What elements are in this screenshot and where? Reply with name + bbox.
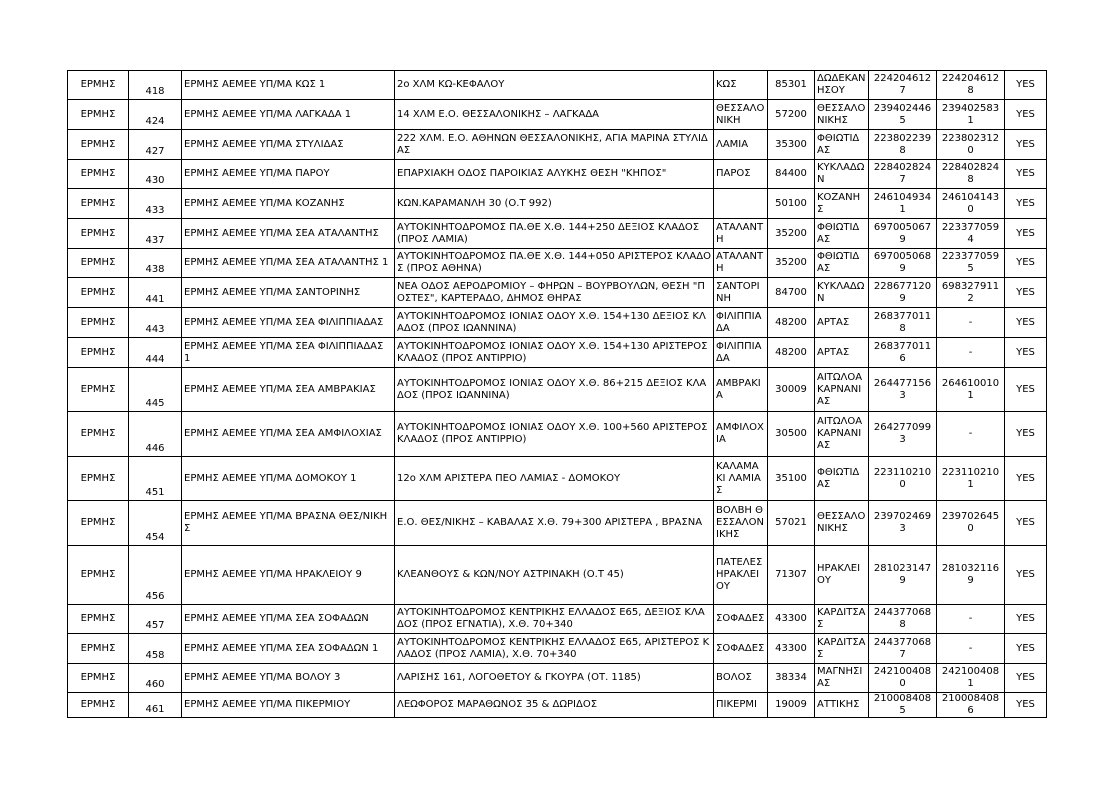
station-name-cell: ΕΡΜΗΣ ΑΕΜΕΕ ΥΠ/ΜΑ ΣΕΑ ΣΟΦΑΔΩΝ <box>182 605 395 634</box>
table-row <box>68 100 1047 130</box>
brand-cell: ΕΡΜΗΣ <box>68 605 129 634</box>
address-cell: 222 ΧΛΜ. Ε.Ο. ΑΘΗΝΩΝ ΘΕΣΣΑΛΟΝΙΚΗΣ, ΑΓΙΑ ΜΑΡΙΝΑ ΣΤΥΛΙΔΑΣ <box>395 130 714 160</box>
status-cell: YES <box>1005 278 1047 308</box>
fax-cell: 2394025831 <box>937 100 1005 130</box>
region-cell: ΔΩΔΕΚΑΝΗΣΟΥ <box>815 71 869 100</box>
region-cell: ΦΘΙΩΤΙΔΑΣ <box>815 249 869 278</box>
fax-cell: - <box>937 338 1005 368</box>
station-name-cell: ΕΡΜΗΣ ΑΕΜΕΕ ΥΠ/ΜΑ ΣΕΑ ΑΤΑΛΑΝΤΗΣ 1 <box>182 249 395 278</box>
region-cell: ΘΕΣΣΑΛΟΝΙΚΗΣ <box>815 501 869 546</box>
phone-cell: 2683770116 <box>869 338 937 368</box>
region-cell: ΚΑΡΔΙΤΣΑΣ <box>815 634 869 664</box>
table-row <box>68 338 1047 368</box>
zip-cell: 30009 <box>768 368 815 412</box>
table-row <box>68 664 1047 693</box>
brand-cell: ΕΡΜΗΣ <box>68 457 129 501</box>
address-cell: ΑΥΤΟΚΙΝΗΤΟΔΡΟΜΟΣ ΠΑ.ΘΕ Χ.Θ. 144+250 ΔΕΞΙΟΣ ΚΛΑΔΟΣ (ΠΡΟΣ ΛΑΜΙΑ) <box>395 219 714 249</box>
station-code-cell: 445 <box>129 368 182 412</box>
status-cell: YES <box>1005 546 1047 605</box>
address-cell: ΑΥΤΟΚΙΝΗΤΟΔΡΟΜΟΣ ΙΟΝΙΑΣ ΟΔΟΥ Χ.Θ. 86+215 ΔΕΞΙΟΣ ΚΛΑΔΟΣ (ΠΡΟΣ ΙΩΑΝΝΙΝΑ) <box>395 368 714 412</box>
fax-cell: 2810321169 <box>937 546 1005 605</box>
city-cell: ΚΑΛΑΜΑΚΙ ΛΑΜΙΑΣ <box>714 457 768 501</box>
fax-cell: - <box>937 605 1005 634</box>
address-cell: 12ο ΧΛΜ ΑΡΙΣΤΕΡΑ ΠΕΟ ΛΑΜΙΑΣ - ΔΟΜΟΚΟΥ <box>395 457 714 501</box>
brand-cell: ΕΡΜΗΣ <box>68 189 129 219</box>
region-cell: ΚΑΡΔΙΤΣΑΣ <box>815 605 869 634</box>
city-cell: ΛΑΜΙΑ <box>714 130 768 160</box>
phone-cell: 2443770688 <box>869 605 937 634</box>
station-code-cell: 458 <box>129 634 182 664</box>
station-code-cell: 443 <box>129 308 182 338</box>
city-cell: ΘΕΣΣΑΛΟΝΙΚΗ <box>714 100 768 130</box>
table-row <box>68 546 1047 605</box>
station-code-cell: 418 <box>129 71 182 100</box>
zip-cell: 38334 <box>768 664 815 693</box>
fax-cell: 2233770595 <box>937 249 1005 278</box>
brand-cell: ΕΡΜΗΣ <box>68 100 129 130</box>
status-cell: YES <box>1005 412 1047 457</box>
fax-cell: 2461041430 <box>937 189 1005 219</box>
phone-cell: 2231102100 <box>869 457 937 501</box>
city-cell: ΣΑΝΤΟΡΙΝΗ <box>714 278 768 308</box>
phone-cell: 2100084085 <box>869 693 937 718</box>
address-cell: ΑΥΤΟΚΙΝΗΤΟΔΡΟΜΟΣ ΚΕΝΤΡΙΚΗΣ ΕΛΛΑΔΟΣ Ε65, ΑΡΙΣΤΕΡΟΣ ΚΛΑΔΟΣ (ΠΡΟΣ ΛΑΜΙΑ), Χ.Θ. 70+340 <box>395 634 714 664</box>
table-row <box>68 693 1047 718</box>
fax-cell: 2233770594 <box>937 219 1005 249</box>
station-name-cell: ΕΡΜΗΣ ΑΕΜΕΕ ΥΠ/ΜΑ ΠΙΚΕΡΜΙΟΥ <box>182 693 395 718</box>
station-code-cell: 433 <box>129 189 182 219</box>
table-row <box>68 71 1047 100</box>
brand-cell: ΕΡΜΗΣ <box>68 130 129 160</box>
table-row <box>68 501 1047 546</box>
station-code-cell: 461 <box>129 693 182 718</box>
station-name-cell: ΕΡΜΗΣ ΑΕΜΕΕ ΥΠ/ΜΑ ΣΕΑ ΣΟΦΑΔΩΝ 1 <box>182 634 395 664</box>
fax-cell: - <box>937 412 1005 457</box>
station-name-cell: ΕΡΜΗΣ ΑΕΜΕΕ ΥΠ/ΜΑ ΣΕΑ ΑΜΦΙΛΟΧΙΑΣ <box>182 412 395 457</box>
zip-cell: 35200 <box>768 219 815 249</box>
city-cell: ΠΑΤΕΛΕΣ ΗΡΑΚΛΕΙΟΥ <box>714 546 768 605</box>
status-cell: YES <box>1005 130 1047 160</box>
station-code-cell: 451 <box>129 457 182 501</box>
zip-cell: 43300 <box>768 605 815 634</box>
table-row <box>68 412 1047 457</box>
phone-cell: 6970050689 <box>869 249 937 278</box>
status-cell: YES <box>1005 189 1047 219</box>
phone-cell: 2810231479 <box>869 546 937 605</box>
city-cell: ΣΟΦΑΔΕΣ <box>714 634 768 664</box>
region-cell: ΑΤΤΙΚΗΣ <box>815 693 869 718</box>
brand-cell: ΕΡΜΗΣ <box>68 634 129 664</box>
region-cell: ΗΡΑΚΛΕΙΟΥ <box>815 546 869 605</box>
station-name-cell: ΕΡΜΗΣ ΑΕΜΕΕ ΥΠ/ΜΑ ΔΟΜΟΚΟΥ 1 <box>182 457 395 501</box>
station-code-cell: 444 <box>129 338 182 368</box>
city-cell: ΑΜΦΙΛΟΧΙΑ <box>714 412 768 457</box>
city-cell: ΑΜΒΡΑΚΙΑ <box>714 368 768 412</box>
city-cell: ΣΟΦΑΔΕΣ <box>714 605 768 634</box>
status-cell: YES <box>1005 457 1047 501</box>
fax-cell: 2421004081 <box>937 664 1005 693</box>
zip-cell: 48200 <box>768 338 815 368</box>
region-cell: ΜΑΓΝΗΣΙΑΣ <box>815 664 869 693</box>
brand-cell: ΕΡΜΗΣ <box>68 160 129 189</box>
status-cell: YES <box>1005 71 1047 100</box>
zip-cell: 57021 <box>768 501 815 546</box>
fax-cell: 2231102101 <box>937 457 1005 501</box>
address-cell: ΛΑΡΙΣΗΣ 161, ΛΟΓΟΘΕΤΟΥ & ΓΚΟΥΡΑ (ΟΤ. 1185) <box>395 664 714 693</box>
brand-cell: ΕΡΜΗΣ <box>68 71 129 100</box>
status-cell: YES <box>1005 249 1047 278</box>
address-cell: ΕΠΑΡΧΙΑΚΗ ΟΔΟΣ ΠΑΡΟΙΚΙΑΣ ΑΛΥΚΗΣ ΘΕΣΗ "ΚΗΠΟΣ" <box>395 160 714 189</box>
brand-cell: ΕΡΜΗΣ <box>68 412 129 457</box>
station-name-cell: ΕΡΜΗΣ ΑΕΜΕΕ ΥΠ/ΜΑ ΒΟΛΟΥ 3 <box>182 664 395 693</box>
zip-cell: 19009 <box>768 693 815 718</box>
status-cell: YES <box>1005 100 1047 130</box>
zip-cell: 84700 <box>768 278 815 308</box>
station-name-cell: ΕΡΜΗΣ ΑΕΜΕΕ ΥΠ/ΜΑ ΣΤΥΛΙΔΑΣ <box>182 130 395 160</box>
address-cell: ΝΕΑ ΟΔΟΣ ΑΕΡΟΔΡΟΜΙΟΥ – ΦΗΡΩΝ – ΒΟΥΡΒΟΥΛΩΝ, ΘΕΣΗ "ΠΟΣΤΕΣ", ΚΑΡΤΕΡΑΔΟ, ΔΗΜΟΣ ΘΗΡΑΣ <box>395 278 714 308</box>
zip-cell: 48200 <box>768 308 815 338</box>
phone-cell: 2443770687 <box>869 634 937 664</box>
status-cell: YES <box>1005 634 1047 664</box>
table-row <box>68 368 1047 412</box>
station-name-cell: ΕΡΜΗΣ ΑΕΜΕΕ ΥΠ/ΜΑ ΗΡΑΚΛΕΙΟΥ 9 <box>182 546 395 605</box>
station-name-cell: ΕΡΜΗΣ ΑΕΜΕΕ ΥΠ/ΜΑ ΒΡΑΣΝΑ ΘΕΣ/ΝΙΚΗΣ <box>182 501 395 546</box>
phone-cell: 2286771209 <box>869 278 937 308</box>
address-cell: Ε.Ο. ΘΕΣ/ΝΙΚΗΣ – ΚΑΒΑΛΑΣ Χ.Θ. 79+300 ΑΡΙΣΤΕΡΑ , ΒΡΑΣΝΑ <box>395 501 714 546</box>
status-cell: YES <box>1005 664 1047 693</box>
region-cell: ΑΙΤΩΛΟΑΚΑΡΝΑΝΙΑΣ <box>815 368 869 412</box>
station-code-cell: 454 <box>129 501 182 546</box>
status-cell: YES <box>1005 368 1047 412</box>
city-cell: ΑΤΑΛΑΝΤΗ <box>714 249 768 278</box>
table-row <box>68 160 1047 189</box>
table-row <box>68 278 1047 308</box>
region-cell: ΑΙΤΩΛΟΑΚΑΡΝΑΝΙΑΣ <box>815 412 869 457</box>
address-cell: ΛΕΩΦΟΡΟΣ ΜΑΡΑΘΩΝΟΣ 35 & ΔΩΡΙΔΟΣ <box>395 693 714 718</box>
table-row <box>68 219 1047 249</box>
region-cell: ΦΘΙΩΤΙΔΑΣ <box>815 457 869 501</box>
phone-cell: 6970050679 <box>869 219 937 249</box>
table-row <box>68 308 1047 338</box>
fax-cell: - <box>937 308 1005 338</box>
station-code-cell: 427 <box>129 130 182 160</box>
phone-cell: 2644771563 <box>869 368 937 412</box>
station-code-cell: 424 <box>129 100 182 130</box>
region-cell: ΚΥΚΛΑΔΩΝ <box>815 160 869 189</box>
status-cell: YES <box>1005 160 1047 189</box>
city-cell: ΠΙΚΕΡΜΙ <box>714 693 768 718</box>
address-cell: ΑΥΤΟΚΙΝΗΤΟΔΡΟΜΟΣ ΚΕΝΤΡΙΚΗΣ ΕΛΛΑΔΟΣ Ε65, ΔΕΞΙΟΣ ΚΛΑΔΟΣ (ΠΡΟΣ ΕΓΝΑΤΙΑ), Χ.Θ. 70+340 <box>395 605 714 634</box>
status-cell: YES <box>1005 605 1047 634</box>
phone-cell: 2421004080 <box>869 664 937 693</box>
fax-cell: 6983279112 <box>937 278 1005 308</box>
address-cell: ΑΥΤΟΚΙΝΗΤΟΔΡΟΜΟΣ ΙΟΝΙΑΣ ΟΔΟΥ Χ.Θ. 100+560 ΑΡΙΣΤΕΡΟΣ ΚΛΑΔΟΣ (ΠΡΟΣ ΑΝΤΙΡΡΙΟ) <box>395 412 714 457</box>
station-name-cell: ΕΡΜΗΣ ΑΕΜΕΕ ΥΠ/ΜΑ ΣΕΑ ΦΙΛΙΠΠΙΑΔΑΣ 1 <box>182 338 395 368</box>
station-code-cell: 456 <box>129 546 182 605</box>
region-cell: ΑΡΤΑΣ <box>815 338 869 368</box>
stations-table <box>67 70 1047 718</box>
zip-cell: 57200 <box>768 100 815 130</box>
station-name-cell: ΕΡΜΗΣ ΑΕΜΕΕ ΥΠ/ΜΑ ΛΑΓΚΑΔΑ 1 <box>182 100 395 130</box>
zip-cell: 85301 <box>768 71 815 100</box>
station-code-cell: 457 <box>129 605 182 634</box>
city-cell <box>714 189 768 219</box>
phone-cell: 2242046127 <box>869 71 937 100</box>
station-code-cell: 441 <box>129 278 182 308</box>
city-cell: ΒΟΛΟΣ <box>714 664 768 693</box>
region-cell: ΦΘΙΩΤΙΔΑΣ <box>815 130 869 160</box>
zip-cell: 35200 <box>768 249 815 278</box>
table-row <box>68 605 1047 634</box>
brand-cell: ΕΡΜΗΣ <box>68 368 129 412</box>
table-row <box>68 130 1047 160</box>
brand-cell: ΕΡΜΗΣ <box>68 338 129 368</box>
city-cell: ΦΙΛΙΠΠΙΑΔΑ <box>714 308 768 338</box>
brand-cell: ΕΡΜΗΣ <box>68 219 129 249</box>
zip-cell: 43300 <box>768 634 815 664</box>
fax-cell: 2397026450 <box>937 501 1005 546</box>
station-name-cell: ΕΡΜΗΣ ΑΕΜΕΕ ΥΠ/ΜΑ ΣΑΝΤΟΡΙΝΗΣ <box>182 278 395 308</box>
status-cell: YES <box>1005 501 1047 546</box>
brand-cell: ΕΡΜΗΣ <box>68 249 129 278</box>
address-cell: ΚΩΝ.ΚΑΡΑΜΑΝΛΗ 30 (Ο.Τ 992) <box>395 189 714 219</box>
address-cell: 2ο ΧΛΜ ΚΩ-ΚΕΦΑΛΟΥ <box>395 71 714 100</box>
region-cell: ΑΡΤΑΣ <box>815 308 869 338</box>
city-cell: ΦΙΛΙΠΠΙΑΔΑ <box>714 338 768 368</box>
zip-cell: 30500 <box>768 412 815 457</box>
address-cell: ΑΥΤΟΚΙΝΗΤΟΔΡΟΜΟΣ ΙΟΝΙΑΣ ΟΔΟΥ Χ.Θ. 154+130 ΔΕΞΙΟΣ ΚΛΑΔΟΣ (ΠΡΟΣ ΙΩΑΝΝΙΝΑ) <box>395 308 714 338</box>
region-cell: ΚΟΖΑΝΗΣ <box>815 189 869 219</box>
station-name-cell: ΕΡΜΗΣ ΑΕΜΕΕ ΥΠ/ΜΑ ΣΕΑ ΑΜΒΡΑΚΙΑΣ <box>182 368 395 412</box>
phone-cell: 2461049341 <box>869 189 937 219</box>
station-code-cell: 460 <box>129 664 182 693</box>
region-cell: ΘΕΣΣΑΛΟΝΙΚΗΣ <box>815 100 869 130</box>
city-cell: ΒΟΛΒΗ ΘΕΣΣΑΛΟΝΙΚΗΣ <box>714 501 768 546</box>
fax-cell: 2100084086 <box>937 693 1005 718</box>
zip-cell: 84400 <box>768 160 815 189</box>
station-code-cell: 446 <box>129 412 182 457</box>
table-row <box>68 457 1047 501</box>
city-cell: ΠΑΡΟΣ <box>714 160 768 189</box>
table-row <box>68 189 1047 219</box>
station-name-cell: ΕΡΜΗΣ ΑΕΜΕΕ ΥΠ/ΜΑ ΣΕΑ ΑΤΑΛΑΝΤΗΣ <box>182 219 395 249</box>
city-cell: ΑΤΑΛΑΝΤΗ <box>714 219 768 249</box>
brand-cell: ΕΡΜΗΣ <box>68 308 129 338</box>
phone-cell: 2683770118 <box>869 308 937 338</box>
status-cell: YES <box>1005 693 1047 718</box>
station-code-cell: 438 <box>129 249 182 278</box>
brand-cell: ΕΡΜΗΣ <box>68 546 129 605</box>
city-cell: ΚΩΣ <box>714 71 768 100</box>
status-cell: YES <box>1005 219 1047 249</box>
zip-cell: 35100 <box>768 457 815 501</box>
address-cell: ΚΛΕΑΝΘΟΥΣ & ΚΩΝ/ΝΟΥ ΑΣΤΡΙΝΑΚΗ (Ο.Τ 45) <box>395 546 714 605</box>
zip-cell: 35300 <box>768 130 815 160</box>
fax-cell: 2238023120 <box>937 130 1005 160</box>
phone-cell: 2394024465 <box>869 100 937 130</box>
brand-cell: ΕΡΜΗΣ <box>68 278 129 308</box>
station-name-cell: ΕΡΜΗΣ ΑΕΜΕΕ ΥΠ/ΜΑ ΚΩΣ 1 <box>182 71 395 100</box>
station-code-cell: 430 <box>129 160 182 189</box>
phone-cell: 2397024693 <box>869 501 937 546</box>
status-cell: YES <box>1005 308 1047 338</box>
table-row <box>68 249 1047 278</box>
phone-cell: 2284028247 <box>869 160 937 189</box>
zip-cell: 71307 <box>768 546 815 605</box>
region-cell: ΚΥΚΛΑΔΩΝ <box>815 278 869 308</box>
station-name-cell: ΕΡΜΗΣ ΑΕΜΕΕ ΥΠ/ΜΑ ΣΕΑ ΦΙΛΙΠΠΙΑΔΑΣ <box>182 308 395 338</box>
station-code-cell: 437 <box>129 219 182 249</box>
address-cell: ΑΥΤΟΚΙΝΗΤΟΔΡΟΜΟΣ ΙΟΝΙΑΣ ΟΔΟΥ Χ.Θ. 154+130 ΑΡΙΣΤΕΡΟΣ ΚΛΑΔΟΣ (ΠΡΟΣ ΑΝΤΙΡΡΙΟ) <box>395 338 714 368</box>
region-cell: ΦΘΙΩΤΙΔΑΣ <box>815 219 869 249</box>
brand-cell: ΕΡΜΗΣ <box>68 501 129 546</box>
brand-cell: ΕΡΜΗΣ <box>68 693 129 718</box>
table-body <box>68 71 1047 718</box>
status-cell: YES <box>1005 338 1047 368</box>
fax-cell: 2646100101 <box>937 368 1005 412</box>
fax-cell: - <box>937 634 1005 664</box>
station-name-cell: ΕΡΜΗΣ ΑΕΜΕΕ ΥΠ/ΜΑ ΚΟΖΑΝΗΣ <box>182 189 395 219</box>
fax-cell: 2242046128 <box>937 71 1005 100</box>
address-cell: ΑΥΤΟΚΙΝΗΤΟΔΡΟΜΟΣ ΠΑ.ΘΕ Χ.Θ. 144+050 ΑΡΙΣΤΕΡΟΣ ΚΛΑΔΟΣ (ΠΡΟΣ ΑΘΗΝΑ) <box>395 249 714 278</box>
table-row <box>68 634 1047 664</box>
phone-cell: 2642770993 <box>869 412 937 457</box>
fax-cell: 2284028248 <box>937 160 1005 189</box>
zip-cell: 50100 <box>768 189 815 219</box>
address-cell: 14 ΧΛΜ Ε.Ο. ΘΕΣΣΑΛΟΝΙΚΗΣ – ΛΑΓΚΑΔΑ <box>395 100 714 130</box>
phone-cell: 2238022398 <box>869 130 937 160</box>
brand-cell: ΕΡΜΗΣ <box>68 664 129 693</box>
station-name-cell: ΕΡΜΗΣ ΑΕΜΕΕ ΥΠ/ΜΑ ΠΑΡΟΥ <box>182 160 395 189</box>
